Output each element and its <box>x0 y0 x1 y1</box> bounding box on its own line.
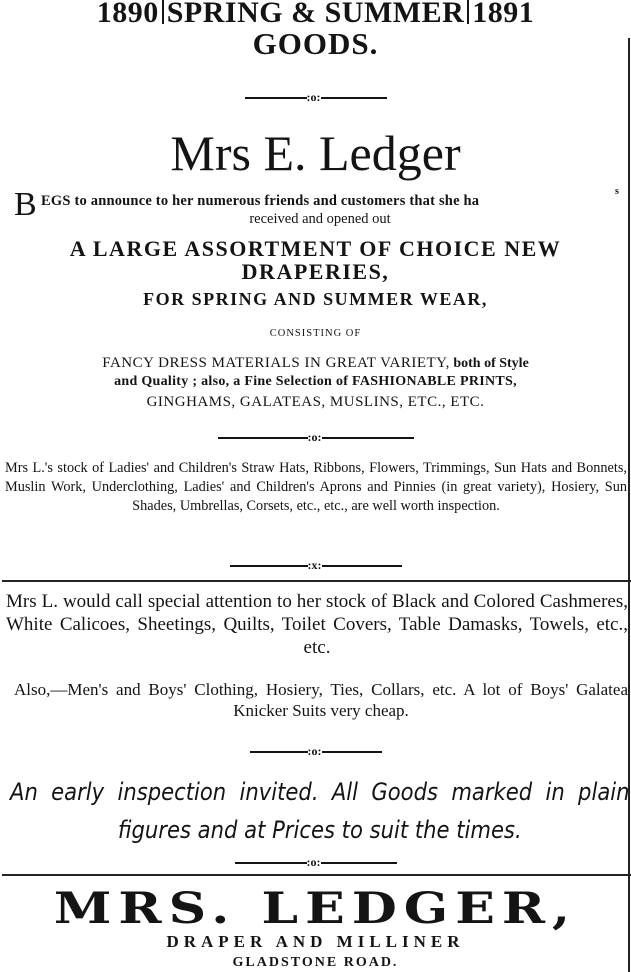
materials-line-1: FANCY DRESS MATERIALS IN GREAT VARIETY, both of Style <box>102 355 529 371</box>
separator-5: :o: <box>0 855 631 870</box>
header-divider-right <box>467 0 469 24</box>
header-divider-left <box>162 0 164 24</box>
footer-name: MRS. LEDGER, <box>53 883 578 934</box>
separator-1: :o: <box>0 90 631 105</box>
separator-3: :x: <box>0 558 631 573</box>
year-right: 1891 <box>472 0 535 29</box>
assortment-line-3: FOR SPRING AND SUMMER WEAR, <box>143 289 488 309</box>
footer-trade: DRAPER AND MILLINER <box>166 932 465 951</box>
business-name: Mrs E. Ledger <box>170 125 461 181</box>
materials-line-2: and Quality ; also, a Fine Selection of FASHIONABLE PRINTS, <box>114 374 517 389</box>
year-left: 1890 <box>96 0 159 29</box>
season-title: SPRING & SUMMER <box>166 0 465 29</box>
stock-paragraph: Mrs L.'s stock of Ladies' and Children's Straw Hats, Ribbons, Flowers, Trimmings, Sun Hats and Bonnets, Muslin Work, Underclothing, Ladies' and Children's Aprons and Pinnies (in great variety), Hosiery, Sun Shades, Umbrellas, Corsets, etc., etc., are well worth inspection. <box>5 460 627 514</box>
separator-2: :o: <box>0 430 631 445</box>
assortment-line-1: A LARGE ASSORTMENT OF CHOICE NEW <box>69 236 562 261</box>
horizontal-rule-2 <box>2 874 631 876</box>
goods-title: GOODS. <box>252 26 379 61</box>
also-paragraph: Also,—Men's and Boys' Clothing, Hosiery, Ties, Collars, etc. A lot of Boys' Galatea Knicker Suits very cheap. <box>14 680 628 720</box>
attention-paragraph: Mrs L. would call special attention to her stock of Black and Colored Cashmeres, White Calicoes, Sheetings, Quilts, Toilet Covers, Table Damasks, Towels, etc., etc. <box>6 591 628 658</box>
consisting-label: CONSISTING OF <box>269 328 362 339</box>
inspection-paragraph: An early inspection invited. All Goods marked in plain figures and at Prices to suit the times. <box>10 778 630 844</box>
intro-line-2: received and opened out <box>249 211 391 227</box>
drop-cap: B <box>14 186 37 223</box>
intro-superscript: s <box>615 186 619 197</box>
footer-address: GLADSTONE ROAD. <box>232 955 399 970</box>
horizontal-rule-1 <box>2 580 631 582</box>
intro-line-1: EGS to announce to her numerous friends and customers that she ha <box>41 193 480 209</box>
assortment-line-2: DRAPERIES, <box>241 259 390 284</box>
materials-line-3: GINGHAMS, GALATEAS, MUSLINS, ETC., ETC. <box>146 394 485 410</box>
separator-4: :o: <box>0 744 631 759</box>
